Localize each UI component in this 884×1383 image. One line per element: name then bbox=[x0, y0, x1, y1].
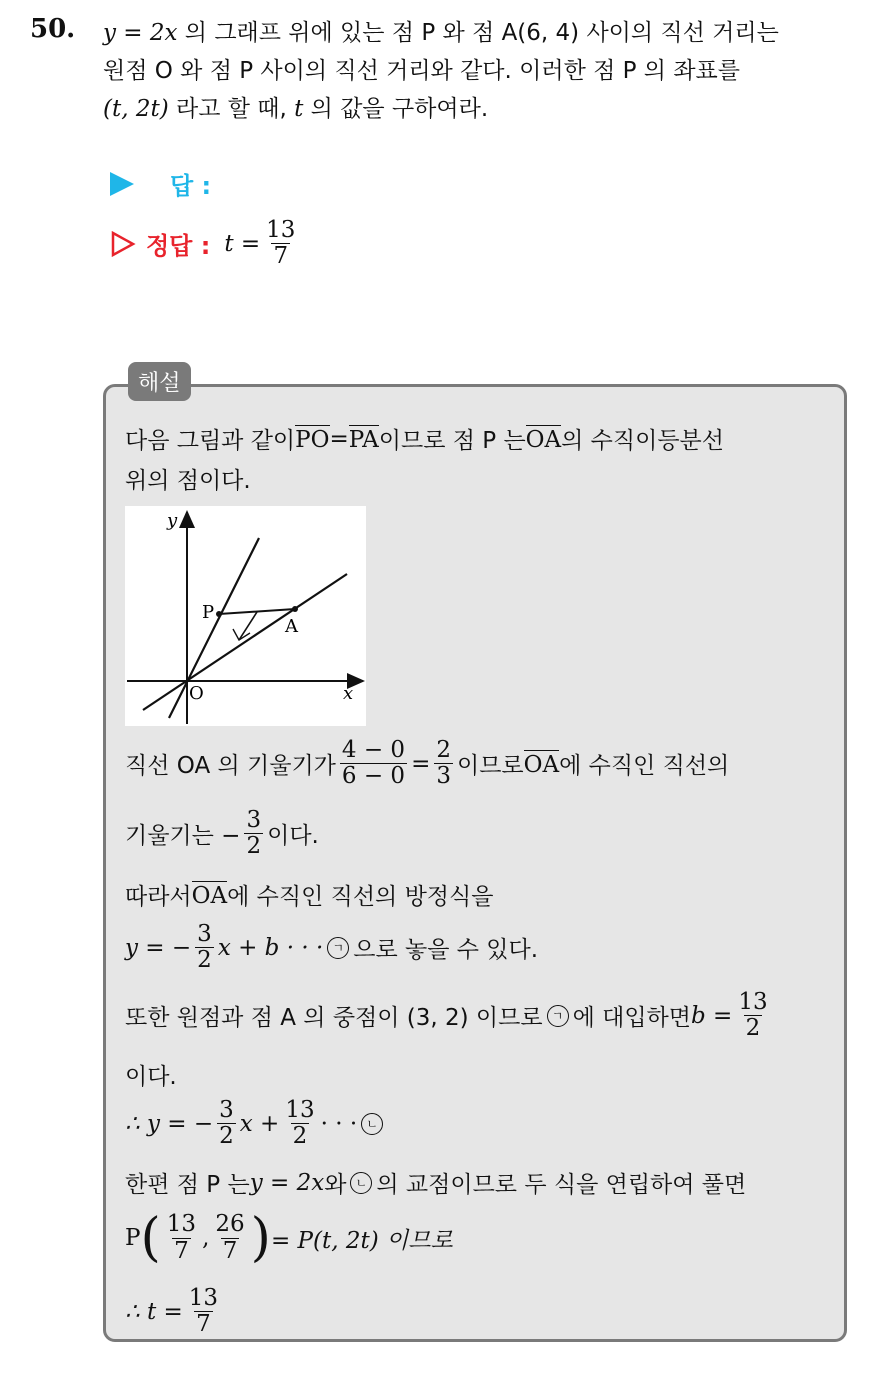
question-line-3: (t, 2t) 라고 할 때, t 의 값을 구하여라. bbox=[103, 96, 489, 122]
outline-triangle-icon bbox=[110, 231, 136, 257]
solution-line-6: y = − $\frac{3}{2}$ x + b · · · ㄱ 으로 놓을 수 있다. bbox=[125, 921, 539, 974]
solution-line-2: 위의 점이다. bbox=[125, 468, 251, 494]
circled-marker-1-ref: ㄱ bbox=[547, 1005, 569, 1027]
correct-answer-lhs: t = bbox=[224, 230, 261, 257]
solution-line-12: ∴ t = $\frac{13}{7}$ bbox=[125, 1285, 219, 1338]
solution-line-1: 다음 그림과 같이 PO = PA 이므로 점 P 는 OA 의 수직이등분선 bbox=[125, 425, 724, 454]
correct-answer-fraction: $\frac{13}{7}$ bbox=[266, 217, 296, 270]
correct-answer-row bbox=[110, 218, 301, 270]
x-axis-label: x bbox=[343, 683, 354, 704]
question-number: 50. bbox=[30, 14, 76, 44]
point-p bbox=[216, 611, 222, 617]
correct-answer-label: 정답 : bbox=[146, 232, 211, 261]
y-axis-label: y bbox=[167, 510, 178, 531]
solution-line-9: ∴ y = − $\frac{3}{2}$ x + $\frac{13}{2}$ · · · ㄴ bbox=[125, 1098, 387, 1150]
solution-line-7: 또한 원점과 점 A 의 중점이 (3, 2) 이므로 ㄱ 에 대입하면 b = $\frac{13}{2}$ bbox=[125, 989, 768, 1042]
point-a bbox=[292, 606, 298, 612]
question-text bbox=[103, 14, 863, 128]
origin-label: O bbox=[189, 683, 204, 704]
line-y-2x bbox=[169, 538, 259, 718]
solution-tag: 해설 bbox=[128, 362, 191, 401]
play-arrow-icon bbox=[110, 172, 134, 196]
coordinate-graph bbox=[125, 506, 366, 726]
right-angle-mark bbox=[233, 629, 250, 640]
circled-marker-1: ㄱ bbox=[327, 937, 349, 959]
circled-marker-2: ㄴ bbox=[361, 1113, 383, 1135]
point-a-label: A bbox=[285, 616, 298, 637]
solution-line-11: P ( $\frac{13}{7}$ , $\frac{26}{7}$ ) = P(t, 2t) 이므로 bbox=[125, 1208, 453, 1268]
solution-line-5: 따라서 OA 에 수직인 직선의 방정식을 bbox=[125, 882, 494, 910]
line-oa bbox=[143, 574, 347, 710]
point-p-label: P bbox=[202, 602, 215, 623]
solution-line-4: 기울기는 − $\frac{3}{2}$ 이다. bbox=[125, 807, 319, 860]
slope-fraction: $\frac{4 - 0}{6 - 0}$ bbox=[341, 737, 406, 790]
answer-row bbox=[110, 166, 211, 201]
question-line-1: y = 2x 의 그래프 위에 있는 점 P 와 점 A(6, 4) 사이의 직선 거리는 bbox=[103, 20, 779, 46]
question-equation: y = 2x bbox=[103, 20, 178, 46]
question-line-2: 원점 O 와 점 P 사이의 직선 거리와 같다. 이러한 점 P 의 좌표를 bbox=[103, 58, 740, 84]
solution-line-8: 이다. bbox=[125, 1064, 177, 1090]
solution-line-3: 직선 OA 의 기울기가 $\frac{4 - 0}{6 - 0}$ = $\frac{2}{3}$ 이므로 OA 에 수직인 직선의 bbox=[125, 737, 730, 790]
answer-label: 답 : bbox=[170, 172, 212, 200]
circled-marker-2-ref: ㄴ bbox=[350, 1172, 372, 1194]
solution-line-10: 한편 점 P 는 y = 2x 와 ㄴ 의 교점이므로 두 식을 연립하여 풀면 bbox=[125, 1169, 747, 1198]
